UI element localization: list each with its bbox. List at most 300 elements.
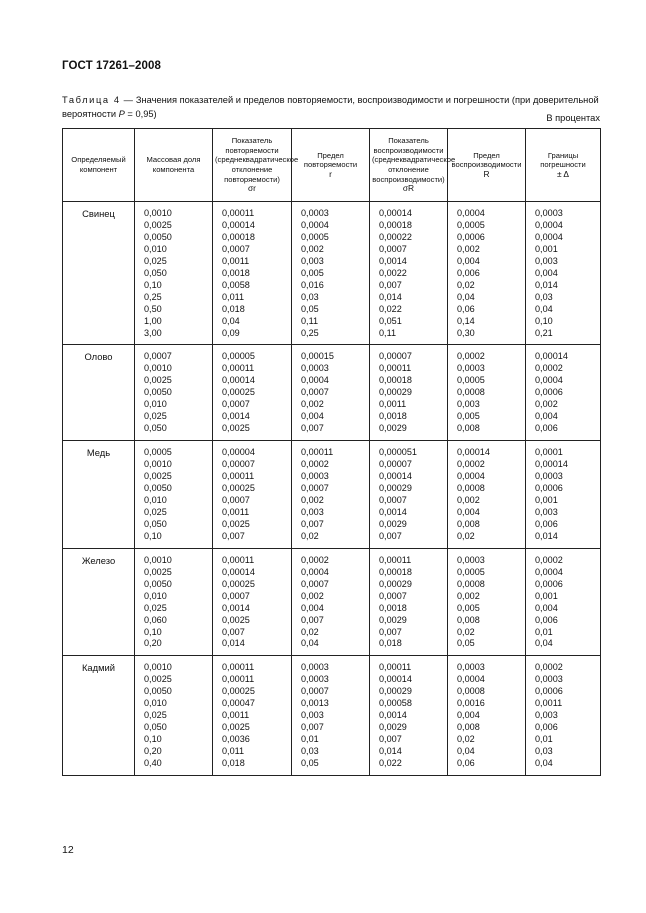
- cell-value: 0,06: [457, 303, 475, 314]
- cell-value: 0,02: [457, 279, 475, 290]
- cell-value: 0,0003: [535, 674, 563, 685]
- cell-value: 0,05: [457, 638, 475, 649]
- table-body: [63, 202, 601, 776]
- cell-value: 0,0003: [301, 662, 329, 673]
- cell-value: 0,0002: [535, 363, 563, 374]
- cell-value: 0,0029: [379, 722, 407, 733]
- component-name: Медь: [63, 441, 135, 549]
- cell-value: 0,0003: [457, 363, 485, 374]
- cell-value: 0,03: [301, 291, 319, 302]
- cell-value: 0,0007: [301, 483, 329, 494]
- cell-value: 0,0025: [144, 566, 172, 577]
- cell-value: 0,0004: [457, 208, 485, 218]
- column-sigma-r-values: [370, 202, 448, 345]
- cell-value: 0,007: [301, 518, 324, 529]
- cell-value: 0,00014: [379, 208, 412, 218]
- cell-value: 0,0010: [144, 459, 172, 470]
- cell-value: 0,0029: [379, 423, 407, 434]
- cell-value: 0,0025: [222, 518, 250, 529]
- cell-value: 0,00015: [301, 351, 334, 362]
- cell-value: 0,006: [535, 614, 558, 625]
- cell-value: 0,002: [301, 243, 324, 254]
- cell-value: 0,003: [535, 710, 558, 721]
- cell-value: 0,00014: [535, 459, 568, 470]
- cell-value: 0,0002: [535, 662, 563, 673]
- cell-value: 0,00014: [379, 471, 412, 482]
- cell-value: 0,14: [457, 315, 475, 326]
- cell-value: 0,04: [535, 758, 553, 769]
- cell-value: 0,00011: [222, 662, 255, 673]
- cell-value: 0,11: [301, 315, 319, 326]
- column-header-3: [292, 129, 370, 202]
- cell-value: 0,001: [535, 243, 558, 254]
- cell-value: 0,00058: [379, 698, 412, 709]
- cell-value: 0,00005: [222, 351, 255, 362]
- cell-value: 0,025: [144, 411, 167, 422]
- cell-value: 0,0004: [535, 231, 563, 242]
- column-sigma-r-values: [213, 202, 292, 345]
- cell-value: 0,00007: [379, 351, 412, 362]
- cell-value: 0,05: [301, 758, 319, 769]
- cell-value: 0,0025: [144, 375, 172, 386]
- cell-value: 0,004: [535, 602, 558, 613]
- cell-value: 0,21: [535, 327, 553, 338]
- cell-value: 0,022: [379, 303, 402, 314]
- column-sigma-r-values: [370, 345, 448, 441]
- column-header-symbol: σr: [248, 183, 256, 194]
- cell-value: 0,0004: [457, 471, 485, 482]
- cell-value: 0,003: [535, 506, 558, 517]
- column-r-values: [448, 202, 526, 345]
- column-mass-values: [135, 656, 213, 776]
- cell-value: 0,25: [301, 327, 319, 338]
- cell-value: 0,006: [535, 518, 558, 529]
- cell-value: 0,004: [457, 255, 480, 266]
- cell-value: 0,00011: [379, 662, 412, 673]
- cell-value: 0,007: [301, 423, 324, 434]
- cell-value: 0,00018: [222, 231, 255, 242]
- cell-value: 0,007: [222, 530, 245, 541]
- table-caption: [62, 93, 600, 121]
- column-delta-values: [526, 548, 601, 656]
- cell-value: 0,0008: [457, 483, 485, 494]
- cell-value: 0,0005: [144, 447, 172, 458]
- cell-value: 0,01: [301, 734, 319, 745]
- precision-table: [62, 128, 601, 776]
- cell-value: 0,0029: [379, 518, 407, 529]
- cell-value: 0,051: [379, 315, 402, 326]
- cell-value: 0,11: [379, 327, 397, 338]
- cell-value: 0,007: [301, 722, 324, 733]
- column-r-values: [292, 202, 370, 345]
- column-sigma-r-values: [213, 345, 292, 441]
- cell-value: 0,0016: [457, 698, 485, 709]
- cell-value: 0,0007: [301, 686, 329, 697]
- cell-value: 0,007: [379, 626, 402, 637]
- table-row: [63, 441, 601, 549]
- cell-value: 0,40: [144, 758, 162, 769]
- cell-value: 0,00014: [222, 566, 255, 577]
- component-name: Железо: [63, 548, 135, 656]
- column-sigma-r-values: [213, 441, 292, 549]
- column-header-1: [135, 129, 213, 202]
- column-header-symbol: R: [483, 168, 490, 179]
- units-note: В процентах: [546, 113, 600, 123]
- cell-value: 0,010: [144, 243, 167, 254]
- column-mass-values: [135, 202, 213, 345]
- cell-value: 0,001: [535, 494, 558, 505]
- cell-value: 0,007: [379, 530, 402, 541]
- cell-value: 0,04: [535, 638, 553, 649]
- column-header-symbol: σR: [402, 183, 415, 194]
- cell-value: 0,02: [301, 530, 319, 541]
- cell-value: 0,011: [222, 291, 245, 302]
- cell-value: 0,00011: [379, 363, 412, 374]
- cell-value: 0,000051: [379, 447, 417, 458]
- cell-value: 0,050: [144, 722, 167, 733]
- cell-value: 0,02: [457, 626, 475, 637]
- cell-value: 1,00: [144, 315, 162, 326]
- cell-value: 0,10: [535, 315, 553, 326]
- cell-value: 0,00007: [222, 459, 255, 470]
- column-mass-values: [135, 441, 213, 549]
- cell-value: 0,00029: [379, 387, 412, 398]
- cell-value: 0,00014: [535, 351, 568, 362]
- cell-value: 0,010: [144, 698, 167, 709]
- column-header-text: Предел воспроизводимости: [451, 150, 522, 170]
- cell-value: 0,014: [379, 746, 402, 757]
- cell-value: 0,09: [222, 327, 240, 338]
- cell-value: 0,0007: [379, 243, 407, 254]
- cell-value: 0,00014: [379, 674, 412, 685]
- cell-value: 0,0007: [144, 351, 172, 362]
- cell-value: 0,00029: [379, 578, 412, 589]
- header-row: [63, 129, 601, 202]
- cell-value: 0,003: [301, 710, 324, 721]
- cell-value: 0,50: [144, 303, 162, 314]
- cell-value: 0,004: [301, 602, 324, 613]
- cell-value: 0,00047: [222, 698, 255, 709]
- document-code: ГОСТ 17261–2008: [62, 60, 162, 72]
- column-delta-values: [526, 202, 601, 345]
- cell-value: 0,001: [535, 590, 558, 601]
- cell-value: 0,002: [301, 399, 324, 410]
- cell-value: 0,018: [222, 303, 245, 314]
- cell-value: 0,04: [457, 291, 475, 302]
- cell-value: 0,0003: [301, 674, 329, 685]
- cell-value: 0,01: [535, 626, 553, 637]
- cell-value: 0,0025: [222, 722, 250, 733]
- column-r-values: [292, 345, 370, 441]
- cell-value: 0,002: [301, 590, 324, 601]
- cell-value: 0,014: [379, 291, 402, 302]
- cell-value: 0,0005: [457, 219, 485, 230]
- cell-value: 0,007: [379, 279, 402, 290]
- cell-value: 0,0003: [535, 208, 563, 218]
- cell-value: 0,04: [301, 638, 319, 649]
- cell-value: 0,0002: [301, 554, 329, 565]
- cell-value: 0,0014: [379, 255, 407, 266]
- cell-value: 0,004: [457, 710, 480, 721]
- cell-value: 0,0014: [222, 411, 250, 422]
- cell-value: 0,002: [301, 494, 324, 505]
- cell-value: 0,0011: [222, 710, 250, 721]
- cell-value: 0,25: [144, 291, 162, 302]
- column-header-6: [526, 129, 601, 202]
- cell-value: 0,0011: [379, 399, 407, 410]
- cell-value: 0,008: [457, 423, 480, 434]
- cell-value: 0,0014: [379, 710, 407, 721]
- cell-value: 0,0003: [301, 363, 329, 374]
- table-caption-text: Значения показателей и пределов повторяемости, воспроизводимости и погрешности (при доверительной вероятности: [62, 95, 599, 119]
- column-header-5: [448, 129, 526, 202]
- cell-value: 0,00011: [222, 471, 255, 482]
- column-header-symbol: ± Δ: [556, 168, 570, 179]
- cell-value: 0,0008: [457, 387, 485, 398]
- cell-value: 0,30: [457, 327, 475, 338]
- cell-value: 0,002: [457, 590, 480, 601]
- cell-value: 0,0010: [144, 208, 172, 218]
- cell-value: 0,014: [535, 530, 558, 541]
- cell-value: 0,00029: [379, 686, 412, 697]
- cell-value: 0,050: [144, 518, 167, 529]
- cell-value: 0,02: [457, 530, 475, 541]
- cell-value: 0,0025: [144, 471, 172, 482]
- column-header-text: Границы погрешности: [540, 150, 586, 170]
- column-header-text: Массовая доля компонента: [146, 155, 201, 174]
- cell-value: 0,0007: [222, 243, 250, 254]
- cell-value: 0,04: [222, 315, 240, 326]
- cell-value: 0,0025: [144, 674, 172, 685]
- column-mass-values: [135, 548, 213, 656]
- cell-value: 0,0007: [222, 590, 250, 601]
- cell-value: 0,007: [379, 734, 402, 745]
- cell-value: 0,0004: [301, 219, 329, 230]
- cell-value: 0,016: [301, 279, 324, 290]
- cell-value: 0,03: [301, 746, 319, 757]
- cell-value: 0,0058: [222, 279, 250, 290]
- cell-value: 0,0008: [457, 578, 485, 589]
- cell-value: 0,0025: [222, 614, 250, 625]
- cell-value: 0,007: [222, 626, 245, 637]
- cell-value: 0,014: [535, 279, 558, 290]
- cell-value: 0,0008: [457, 686, 485, 697]
- cell-value: 0,0004: [301, 375, 329, 386]
- cell-value: 0,0007: [222, 399, 250, 410]
- cell-value: 0,00011: [301, 447, 334, 458]
- cell-value: 0,006: [457, 267, 480, 278]
- cell-value: 0,011: [222, 746, 245, 757]
- cell-value: 0,008: [457, 518, 480, 529]
- cell-value: 0,003: [301, 255, 324, 266]
- cell-value: 0,0004: [301, 566, 329, 577]
- cell-value: 0,010: [144, 590, 167, 601]
- cell-value: 0,04: [535, 303, 553, 314]
- cell-value: 0,00025: [222, 578, 255, 589]
- cell-value: 0,022: [379, 758, 402, 769]
- cell-value: 0,00011: [222, 554, 255, 565]
- cell-value: 0,00022: [379, 231, 412, 242]
- table-caption-label: Таблица 4: [62, 95, 121, 105]
- cell-value: 0,0018: [379, 411, 407, 422]
- cell-value: 0,0004: [535, 219, 563, 230]
- cell-value: 0,0050: [144, 231, 172, 242]
- cell-value: 0,00014: [222, 219, 255, 230]
- cell-value: 0,0003: [535, 471, 563, 482]
- cell-value: 0,005: [457, 411, 480, 422]
- column-r-values: [292, 656, 370, 776]
- cell-value: 0,010: [144, 494, 167, 505]
- cell-value: 0,10: [144, 530, 162, 541]
- cell-value: 0,0004: [535, 375, 563, 386]
- cell-value: 0,03: [535, 291, 553, 302]
- column-sigma-r-values: [213, 656, 292, 776]
- cell-value: 0,002: [535, 399, 558, 410]
- cell-value: 0,003: [301, 506, 324, 517]
- cell-value: 0,00014: [457, 447, 490, 458]
- cell-value: 0,060: [144, 614, 167, 625]
- cell-value: 0,0007: [379, 494, 407, 505]
- column-header-0: [63, 129, 135, 202]
- cell-value: 0,003: [457, 399, 480, 410]
- column-sigma-r-values: [370, 656, 448, 776]
- cell-value: 0,04: [457, 746, 475, 757]
- cell-value: 0,025: [144, 710, 167, 721]
- cell-value: 0,03: [535, 746, 553, 757]
- cell-value: 0,02: [457, 734, 475, 745]
- cell-value: 0,0002: [301, 459, 329, 470]
- cell-value: 0,050: [144, 267, 167, 278]
- cell-value: 0,018: [379, 638, 402, 649]
- table-row: [63, 202, 601, 345]
- column-r-values: [448, 548, 526, 656]
- cell-value: 0,0010: [144, 363, 172, 374]
- column-sigma-r-values: [370, 441, 448, 549]
- cell-value: 0,0002: [457, 459, 485, 470]
- cell-value: 0,0005: [457, 566, 485, 577]
- probability-symbol: P: [118, 109, 125, 119]
- cell-value: 0,0018: [379, 602, 407, 613]
- cell-value: 0,0007: [222, 494, 250, 505]
- cell-value: 0,006: [535, 722, 558, 733]
- cell-value: 0,0006: [457, 231, 485, 242]
- table-row: [63, 345, 601, 441]
- component-name: Свинец: [63, 202, 135, 345]
- cell-value: 0,025: [144, 506, 167, 517]
- cell-value: 0,00025: [222, 387, 255, 398]
- cell-value: 0,0018: [222, 267, 250, 278]
- cell-value: 0,0022: [379, 267, 407, 278]
- cell-value: 0,01: [535, 734, 553, 745]
- column-header-text: Показатель воспроизводимости (среднеквадратическое отклонение воспроизводимости): [372, 136, 456, 184]
- cell-value: 0,0003: [457, 662, 485, 673]
- cell-value: 0,00011: [222, 674, 255, 685]
- cell-value: 0,0003: [301, 471, 329, 482]
- table-caption-dash: —: [123, 95, 133, 105]
- cell-value: 0,0036: [222, 734, 250, 745]
- cell-value: 0,005: [457, 602, 480, 613]
- component-name: Кадмий: [63, 656, 135, 776]
- cell-value: 0,00014: [222, 375, 255, 386]
- column-sigma-r-values: [213, 548, 292, 656]
- cell-value: 0,00011: [222, 363, 255, 374]
- cell-value: 0,0007: [301, 387, 329, 398]
- cell-value: 0,025: [144, 602, 167, 613]
- column-r-values: [292, 548, 370, 656]
- cell-value: 0,004: [535, 267, 558, 278]
- cell-value: 0,0007: [379, 590, 407, 601]
- cell-value: 0,008: [457, 722, 480, 733]
- component-name: Олово: [63, 345, 135, 441]
- cell-value: 0,0029: [379, 614, 407, 625]
- cell-value: 0,00025: [222, 483, 255, 494]
- cell-value: 0,008: [457, 614, 480, 625]
- column-header-2: [213, 129, 299, 202]
- cell-value: 0,00018: [379, 375, 412, 386]
- cell-value: 0,0014: [222, 602, 250, 613]
- cell-value: 0,003: [535, 255, 558, 266]
- cell-value: 0,0004: [457, 674, 485, 685]
- cell-value: 0,0006: [535, 686, 563, 697]
- cell-value: 0,050: [144, 423, 167, 434]
- cell-value: 0,0005: [457, 375, 485, 386]
- cell-value: 0,00018: [379, 219, 412, 230]
- cell-value: 0,0006: [535, 578, 563, 589]
- cell-value: 0,0050: [144, 578, 172, 589]
- cell-value: 0,0050: [144, 483, 172, 494]
- cell-value: 0,004: [301, 411, 324, 422]
- column-delta-values: [526, 656, 601, 776]
- cell-value: 0,05: [301, 303, 319, 314]
- column-r-values: [448, 441, 526, 549]
- cell-value: 0,006: [535, 423, 558, 434]
- cell-value: 0,0001: [535, 447, 563, 458]
- column-header-4: [370, 129, 456, 202]
- cell-value: 0,0002: [457, 351, 485, 362]
- cell-value: 0,00007: [379, 459, 412, 470]
- cell-value: 0,0025: [144, 219, 172, 230]
- table-header: [63, 129, 601, 202]
- column-r-values: [448, 656, 526, 776]
- cell-value: 0,005: [301, 267, 324, 278]
- page-number: 12: [62, 844, 74, 856]
- cell-value: 0,004: [535, 411, 558, 422]
- cell-value: 0,0005: [301, 231, 329, 242]
- cell-value: 0,025: [144, 255, 167, 266]
- column-r-values: [448, 345, 526, 441]
- cell-value: 0,00025: [222, 686, 255, 697]
- cell-value: 0,004: [457, 506, 480, 517]
- cell-value: 0,00011: [379, 554, 412, 565]
- column-delta-values: [526, 441, 601, 549]
- cell-value: 0,0002: [535, 554, 563, 565]
- cell-value: 0,0014: [379, 506, 407, 517]
- cell-value: 0,0007: [301, 578, 329, 589]
- column-header-text: Определяемый компонент: [71, 155, 126, 174]
- cell-value: 0,0003: [457, 554, 485, 565]
- cell-value: 0,10: [144, 734, 162, 745]
- cell-value: 0,002: [457, 494, 480, 505]
- cell-value: 0,010: [144, 399, 167, 410]
- column-r-values: [292, 441, 370, 549]
- table-row: [63, 656, 601, 776]
- cell-value: 0,0004: [535, 566, 563, 577]
- table-row: [63, 548, 601, 656]
- cell-value: 0,00018: [379, 566, 412, 577]
- cell-value: 0,10: [144, 626, 162, 637]
- column-header-text: Показатель повторяемости (среднеквадратическое отклонение повторяемости): [215, 136, 299, 184]
- cell-value: 0,0050: [144, 686, 172, 697]
